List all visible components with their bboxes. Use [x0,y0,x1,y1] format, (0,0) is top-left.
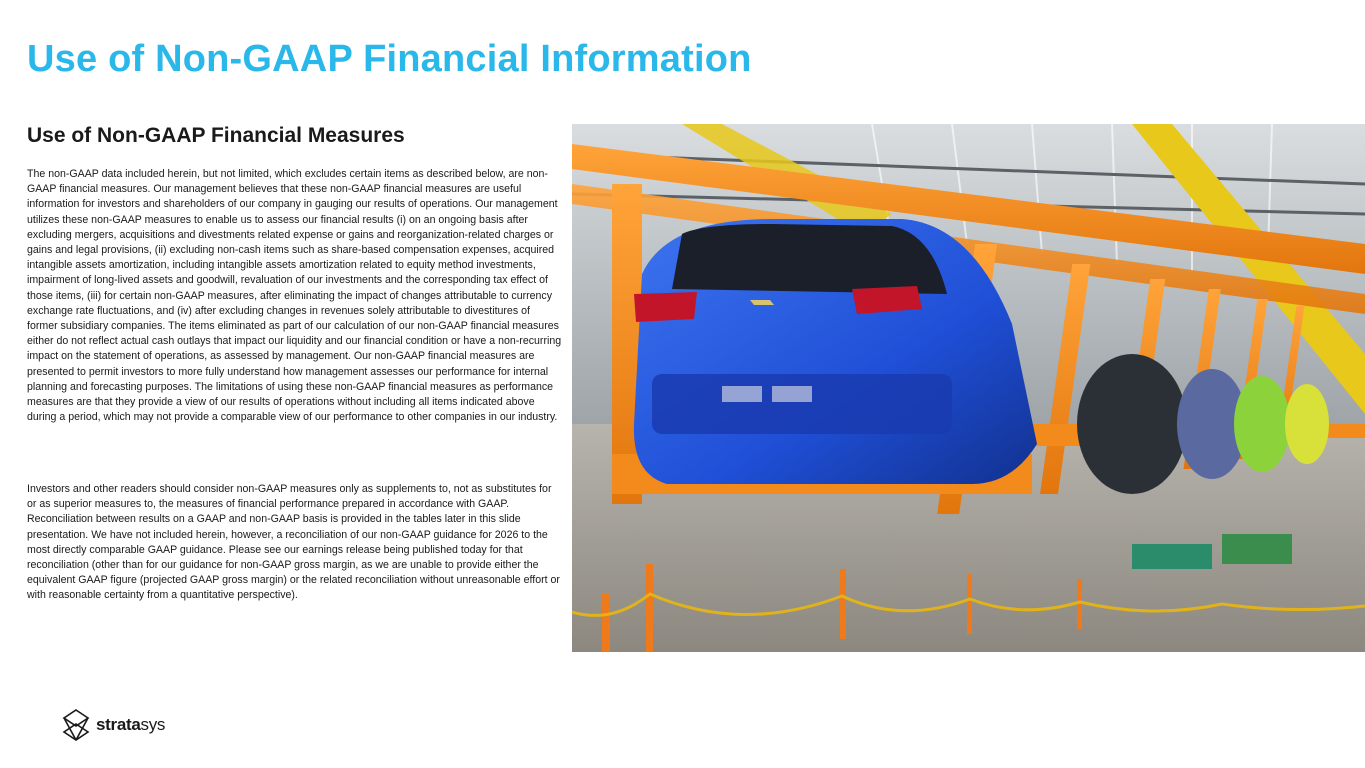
company-logo [62,708,165,742]
stratasys-logo-icon [62,708,90,742]
logo-wordmark [96,715,165,735]
logo-wordmark-regular: sys [140,715,166,734]
assembly-line-photo [572,124,1365,652]
page-title: Use of Non-GAAP Financial Information [27,38,752,80]
logo-wordmark-bold: strata [96,715,141,734]
body-paragraph-1: The non-GAAP data included herein, but not limited, which excludes certain items as described below, are non-GAAP financial measures. Our management believes that these non-GAAP financial measures are useful information for investors and shareholders of our company in gauging our results of operations. Our management utilizes these non-GAAP measures to enable us to assess our financial results (i) on an ongoing basis after excluding mergers, acquisitions and divestments related expense or gains and reorganization-related charges or gains and legal provisions, (ii) excluding non-cash items such as share-based compensation expenses, acquired intangible assets amortization, including intangible assets amortization related to equity method investments, impairment of long-lived assets and goodwill, revaluation of our investments and the corresponding tax effect of those items, (iii) for certain non-GAAP measures, after eliminating the impact of changes attributable to currency exchange rate fluctuations, and (iv) after excluding changes in revenues solely attributable to divestitures of former subsidiary companies. The items eliminated as part of our calculation of our non-GAAP financial measures either do not reflect actual cash outlays that impact our liquidity and our financial condition or have a non-recurring impact on the statement of operations, as assessed by management. Our non-GAAP financial measures are presented to permit investors to more fully understand how management assesses our performance for internal planning and forecasting purposes. The limitations of using these non-GAAP financial measures as performance measures are that they provide a view of our results of operations without including all items indicated above during a period, which may not provide a comparable view of our performance to other companies in our industry. [27,168,562,424]
section-heading: Use of Non-GAAP Financial Measures [27,124,405,147]
body-paragraph-2: Investors and other readers should consider non-GAAP measures only as supplements to, not as substitutes for or as superior measures to, the measures of financial performance prepared in accordance with GAAP. Reconciliation between results on a GAAP and non-GAAP basis is provided in the tables later in this slide presentation. We have not included herein, however, a reconciliation of our non-GAAP guidance for 2026 to the most directly comparable GAAP guidance. Please see our earnings release being published today for that reconciliation (other than for our guidance for non-GAAP gross margin, as we are unable to provide either the equivalent GAAP figure (projected GAAP gross margin) or the related reconciliation without unreasonable effort or with reasonable certainty from a quantitative perspective). [27,483,560,602]
